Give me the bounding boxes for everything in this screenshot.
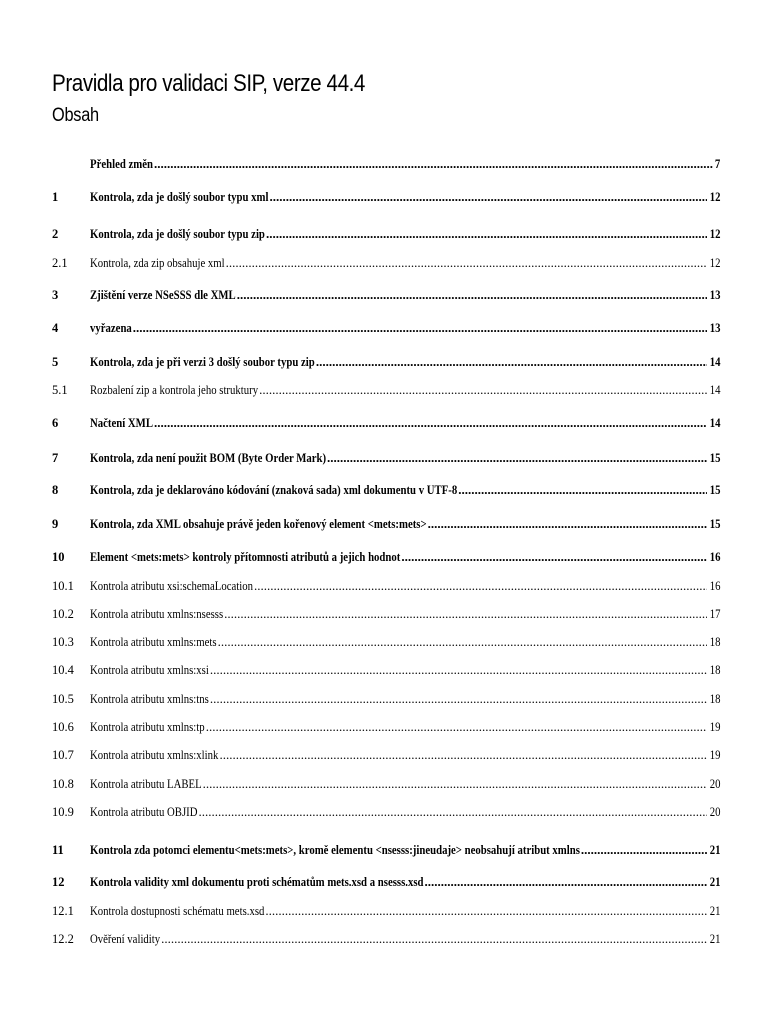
toc-entry[interactable] <box>52 690 720 708</box>
toc-entry-number: 6 <box>52 416 59 430</box>
toc-entry-page-number: 15 <box>709 483 720 497</box>
toc-entry[interactable] <box>52 225 720 243</box>
toc-entry-number: 10.4 <box>52 663 74 677</box>
toc-dot-leader <box>219 746 706 764</box>
toc-entry-page-number: 15 <box>709 517 720 531</box>
toc-dot-leader <box>581 841 707 859</box>
toc-entry-title: Kontrola atributu LABEL <box>90 777 202 791</box>
toc-entry-number: 10.9 <box>52 805 74 819</box>
toc-entry-number: 10.7 <box>52 748 74 762</box>
toc-entry-page-number: 12 <box>709 227 720 241</box>
toc-entry-number: 2.1 <box>52 256 68 270</box>
toc-entry[interactable] <box>52 718 720 736</box>
toc-entry[interactable] <box>52 381 720 399</box>
toc-entry-number: 3 <box>52 288 59 302</box>
toc-entry[interactable] <box>52 873 720 891</box>
toc-entry-page-number: 21 <box>709 932 720 946</box>
toc-dot-leader <box>266 225 707 243</box>
toc-entry-page-number: 17 <box>709 607 720 621</box>
toc-entry[interactable] <box>52 746 720 764</box>
toc-entry-title: Zjištění verze NSeSSS dle XML <box>90 288 236 302</box>
toc-entry-title: Kontrola, zda není použit BOM (Byte Order Mark) <box>90 451 327 465</box>
toc-entry-page-number: 14 <box>709 383 720 397</box>
toc-entry-title: Kontrola atributu xmlns:tns <box>90 692 209 706</box>
toc-dot-leader <box>254 577 707 595</box>
toc-dot-leader <box>133 319 707 337</box>
toc-entry[interactable] <box>52 661 720 679</box>
toc-entry-title: Kontrola dostupnosti schématu mets.xsd <box>90 904 265 918</box>
toc-entry-number: 12.1 <box>52 904 74 918</box>
toc-dot-leader <box>269 188 706 206</box>
toc-dot-leader <box>401 548 706 566</box>
toc-entry-page-number: 19 <box>709 720 720 734</box>
toc-dot-leader <box>210 661 707 679</box>
toc-dot-leader <box>226 254 707 272</box>
toc-entry[interactable] <box>52 902 720 920</box>
toc-entry-number: 7 <box>52 451 59 465</box>
toc-entry-title: Kontrola, zda je při verzi 3 došlý soubor typu zip <box>90 355 315 369</box>
toc-entry-page-number: 21 <box>709 904 720 918</box>
toc-entry[interactable] <box>52 319 720 337</box>
toc-entry[interactable] <box>52 353 720 371</box>
toc-entry[interactable] <box>52 481 720 499</box>
toc-entry-number: 10.8 <box>52 777 74 791</box>
toc-entry-title: Kontrola atributu xmlns:nsesss <box>90 607 224 621</box>
toc-entry-page-number: 7 <box>714 157 720 171</box>
toc-entry-number: 9 <box>52 517 59 531</box>
toc-entry-page-number: 21 <box>709 875 720 889</box>
toc-entry[interactable] <box>52 930 720 948</box>
toc-entry-number: 12.2 <box>52 932 74 946</box>
toc-dot-leader <box>218 633 707 651</box>
toc-dot-leader <box>154 155 713 173</box>
toc-entry-page-number: 19 <box>709 748 720 762</box>
toc-entry-page-number: 18 <box>709 635 720 649</box>
toc-entry[interactable] <box>52 188 720 206</box>
toc-entry-title: Kontrola atributu OBJID <box>90 805 198 819</box>
toc-entry-page-number: 12 <box>709 190 720 204</box>
toc-entry-title: Načtení XML <box>90 416 153 430</box>
toc-dot-leader <box>428 515 707 533</box>
toc-entry-number: 10 <box>52 550 65 564</box>
toc-entry-title: Ověření validity <box>90 932 161 946</box>
toc-entry[interactable] <box>52 548 720 566</box>
toc-entry-page-number: 20 <box>709 805 720 819</box>
toc-entry-title: Rozbalení zip a kontrola jeho struktury <box>90 383 259 397</box>
toc-heading: Obsah <box>52 105 99 126</box>
toc-entry-number: 10.1 <box>52 579 74 593</box>
toc-entry-title: Kontrola, zda je došlý soubor typu xml <box>90 190 269 204</box>
toc-dot-leader <box>203 775 707 793</box>
toc-entry[interactable] <box>52 803 720 821</box>
toc-entry-number: 11 <box>52 843 64 857</box>
toc-entry-number: 10.2 <box>52 607 74 621</box>
toc-entry-page-number: 16 <box>709 550 720 564</box>
toc-entry-number: 10.6 <box>52 720 74 734</box>
toc-entry[interactable] <box>52 633 720 651</box>
toc-dot-leader <box>224 605 706 623</box>
toc-entry-number: 5 <box>52 355 59 369</box>
toc-entry[interactable] <box>52 414 720 432</box>
toc-dot-leader <box>161 930 706 948</box>
toc-entry-title: Kontrola atributu xmlns:xsi <box>90 663 209 677</box>
toc-entry-title: Kontrola atributu xmlns:xlink <box>90 748 219 762</box>
toc-entry-number: 12 <box>52 875 65 889</box>
toc-entry[interactable] <box>52 605 720 623</box>
toc-entry-number: 4 <box>52 321 59 335</box>
toc-entry[interactable] <box>52 775 720 793</box>
toc-entry-page-number: 12 <box>709 256 720 270</box>
toc-entry-title: Kontrola, zda je deklarováno kódování (znaková sada) xml dokumentu v UTF-8 <box>90 483 458 497</box>
toc-entry-title: Kontrola zda potomci elementu<mets:mets>, kromě elementu <nsesss:jineudaje> neobsahují atribut xmlns <box>90 843 580 857</box>
toc-entry-title: vyřazena <box>90 321 132 335</box>
toc-entry-page-number: 18 <box>709 663 720 677</box>
toc-dot-leader <box>198 803 706 821</box>
toc-entry-number: 10.3 <box>52 635 74 649</box>
toc-dot-leader <box>259 381 706 399</box>
toc-entry-title: Element <mets:mets> kontroly přítomnosti atributů a jejich hodnot <box>90 550 401 564</box>
toc-entry-title: Přehled změn <box>90 157 153 171</box>
toc-entry[interactable] <box>52 155 720 173</box>
toc-entry-title: Kontrola atributu xmlns:mets <box>90 635 217 649</box>
toc-entry-page-number: 14 <box>709 416 720 430</box>
toc-entry-title: Kontrola atributu xsi:schemaLocation <box>90 579 254 593</box>
toc-entry-title: Kontrola atributu xmlns:tp <box>90 720 205 734</box>
toc-dot-leader <box>327 449 706 467</box>
toc-entry[interactable] <box>52 577 720 595</box>
toc-entry-number: 8 <box>52 483 59 497</box>
toc-entry-page-number: 14 <box>709 355 720 369</box>
toc-dot-leader <box>206 718 707 736</box>
toc-dot-leader <box>458 481 706 499</box>
toc-entry-page-number: 21 <box>709 843 720 857</box>
toc-entry[interactable] <box>52 841 720 859</box>
toc-dot-leader <box>237 286 707 304</box>
toc-entry-page-number: 13 <box>709 321 720 335</box>
toc-dot-leader <box>210 690 707 708</box>
toc-entry-title: Kontrola, zda XML obsahuje právě jeden kořenový element <mets:mets> <box>90 517 427 531</box>
toc-entry-page-number: 20 <box>709 777 720 791</box>
toc-entry-number: 10.5 <box>52 692 74 706</box>
toc-dot-leader <box>424 873 706 891</box>
toc-entry-title: Kontrola, zda zip obsahuje xml <box>90 256 225 270</box>
toc-dot-leader <box>265 902 706 920</box>
toc-entry-page-number: 16 <box>709 579 720 593</box>
toc-entry-number: 5.1 <box>52 383 68 397</box>
toc-entry[interactable] <box>52 254 720 272</box>
toc-dot-leader <box>316 353 707 371</box>
toc-entry-page-number: 18 <box>709 692 720 706</box>
document-title: Pravidla pro validaci SIP, verze 44.4 <box>52 70 365 97</box>
toc-entry-page-number: 13 <box>709 288 720 302</box>
toc-dot-leader <box>154 414 706 432</box>
toc-entry[interactable] <box>52 515 720 533</box>
toc-entry-number: 1 <box>52 190 59 204</box>
toc-entry[interactable] <box>52 286 720 304</box>
toc-entry-title: Kontrola, zda je došlý soubor typu zip <box>90 227 265 241</box>
toc-entry-page-number: 15 <box>709 451 720 465</box>
toc-entry[interactable] <box>52 449 720 467</box>
toc-entry-title: Kontrola validity xml dokumentu proti schématům mets.xsd a nsesss.xsd <box>90 875 424 889</box>
toc-entry-number: 2 <box>52 227 59 241</box>
